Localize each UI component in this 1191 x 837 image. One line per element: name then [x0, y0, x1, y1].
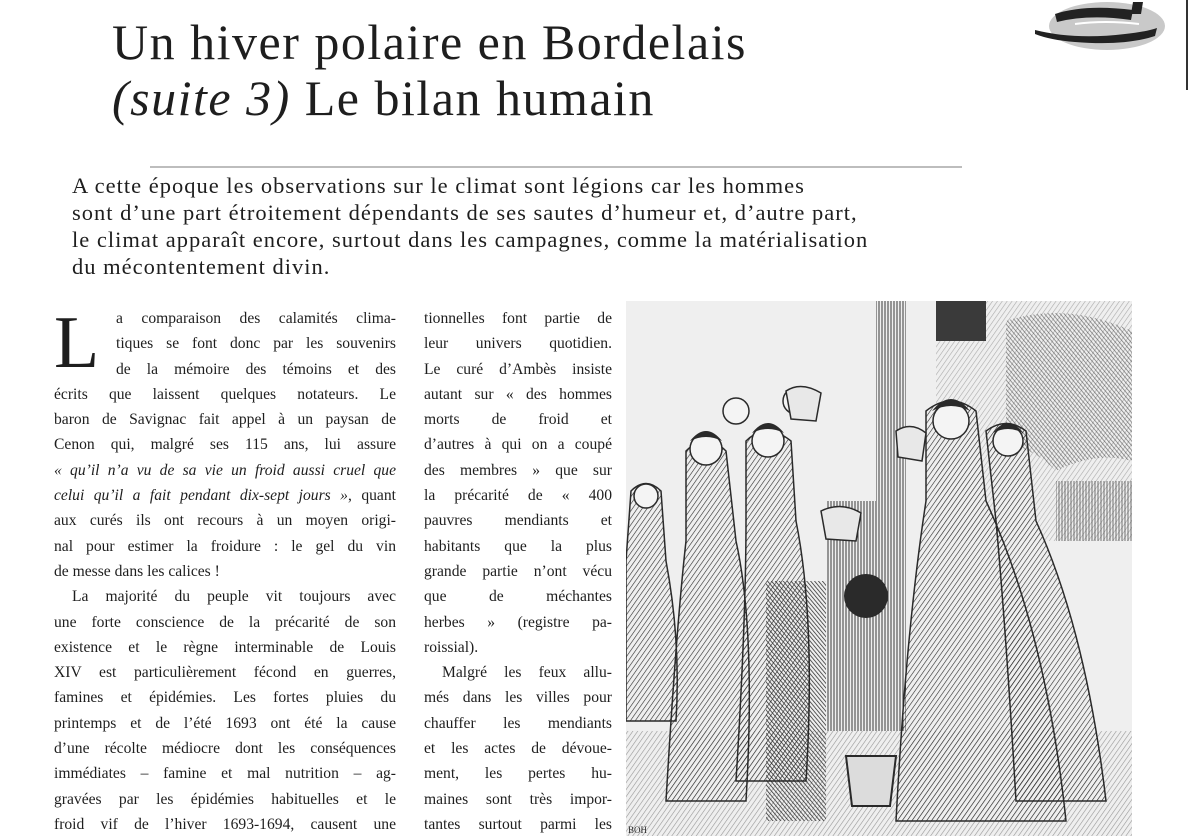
text-line: printemps et de l’été 1693 ont été la cause	[54, 714, 396, 732]
text-line: que de méchantes	[424, 588, 612, 606]
text-line: existence et le règne interminable de Louis	[54, 638, 396, 656]
intro-line: du mécontentement divin.	[72, 254, 331, 279]
text-line: baron de Savignac fait appel à un paysan de	[54, 411, 396, 429]
text-line: roissial).	[424, 638, 479, 656]
intro-line: le climat apparaît encore, surtout dans les campagnes, comme la matérialisation	[72, 227, 869, 252]
text-line: La majorité du peuple vit toujours avec	[72, 588, 396, 606]
text-line: des membres » que sur	[424, 461, 612, 479]
intro-paragraph	[72, 172, 1132, 280]
text-line: pauvres mendiants et	[424, 512, 612, 530]
text-line: habitants que la plus	[424, 537, 612, 555]
title-line-2	[112, 70, 1012, 126]
article-title	[112, 14, 1012, 126]
text-line: morts de froid et	[424, 411, 612, 429]
text-fragment: , quant	[347, 487, 396, 505]
text-line: tionnelles font partie de	[424, 310, 612, 327]
engraving-illustration	[626, 301, 1132, 836]
text-line: de la mémoire des témoins et des	[116, 360, 396, 378]
text-line: maines sont très impor-	[424, 790, 612, 808]
text-line: gravées par les épidémies habituelles et le	[54, 790, 396, 808]
quote-line: celui qu’il a fait pendant dix-sept jours »	[54, 487, 348, 505]
text-line: grande partie n’ont vécu	[424, 562, 612, 580]
text-line: leur univers quotidien.	[424, 335, 612, 353]
text-line: tiques se font donc par les souvenirs	[116, 335, 396, 353]
title-line-1: Un hiver polaire en Bordelais	[112, 14, 747, 70]
title-suite: (suite 3)	[112, 70, 291, 126]
drop-cap: L	[54, 302, 100, 384]
text-line: et les actes de dévoue-	[424, 740, 612, 758]
text-line: Malgré les feux allu-	[442, 664, 612, 682]
text-line: autant sur « des hommes	[424, 385, 612, 403]
text-line: tantes surtout parmi les	[424, 815, 612, 833]
text-line: Cenon qui, malgré ses 115 ans, lui assure	[54, 436, 396, 454]
text-line: de messe dans les calices !	[54, 562, 220, 580]
text-line: d’une récolte médiocre dont les conséquences	[54, 740, 396, 758]
page-edge-rule	[1186, 0, 1188, 90]
intro-line: A cette époque les observations sur le climat sont légions car les hommes	[72, 173, 805, 198]
text-line: la précarité de « 400	[424, 487, 612, 505]
text-line: XIV est particulièrement fécond en guerres,	[54, 664, 396, 682]
column-2	[424, 306, 612, 837]
text-line: herbes » (registre pa-	[424, 613, 612, 631]
svg-text:BOH: BOH	[628, 825, 648, 835]
text-line: aux curés ils ont recours à un moyen origi-	[54, 512, 396, 530]
text-line: Le curé d’Ambès insiste	[424, 360, 612, 378]
text-line: més dans les villes pour	[424, 689, 612, 707]
text-line: ment, les pertes hu-	[424, 765, 612, 783]
title-divider	[150, 166, 962, 168]
boat-logo-icon	[1015, 0, 1175, 52]
intro-line: sont d’une part étroitement dépendants de ses sautes d’humeur et, d’autre part,	[72, 200, 858, 225]
text-line: une forte conscience de la précarité de son	[54, 613, 396, 631]
text-line: froid vif de l’hiver 1693-1694, causent une	[54, 815, 396, 833]
text-line: a comparaison des calamités clima-	[116, 310, 396, 327]
text-line: famines et épidémies. Les fortes pluies du	[54, 689, 396, 707]
text-line: d’autres à qui on a coupé	[424, 436, 612, 454]
text-line: chauffer les mendiants	[424, 714, 612, 732]
title-subtitle: Le bilan humain	[304, 70, 655, 126]
text-line	[54, 483, 396, 508]
text-line: écrits que laissent quelques notateurs. Le	[54, 385, 396, 403]
text-line: nal pour estimer la froidure : le gel du vin	[54, 537, 396, 555]
text-line: immédiates – famine et mal nutrition – ag-	[54, 765, 396, 783]
quote-line: « qu’il n’a vu de sa vie un froid aussi cruel que	[54, 461, 396, 479]
column-1	[54, 302, 396, 837]
